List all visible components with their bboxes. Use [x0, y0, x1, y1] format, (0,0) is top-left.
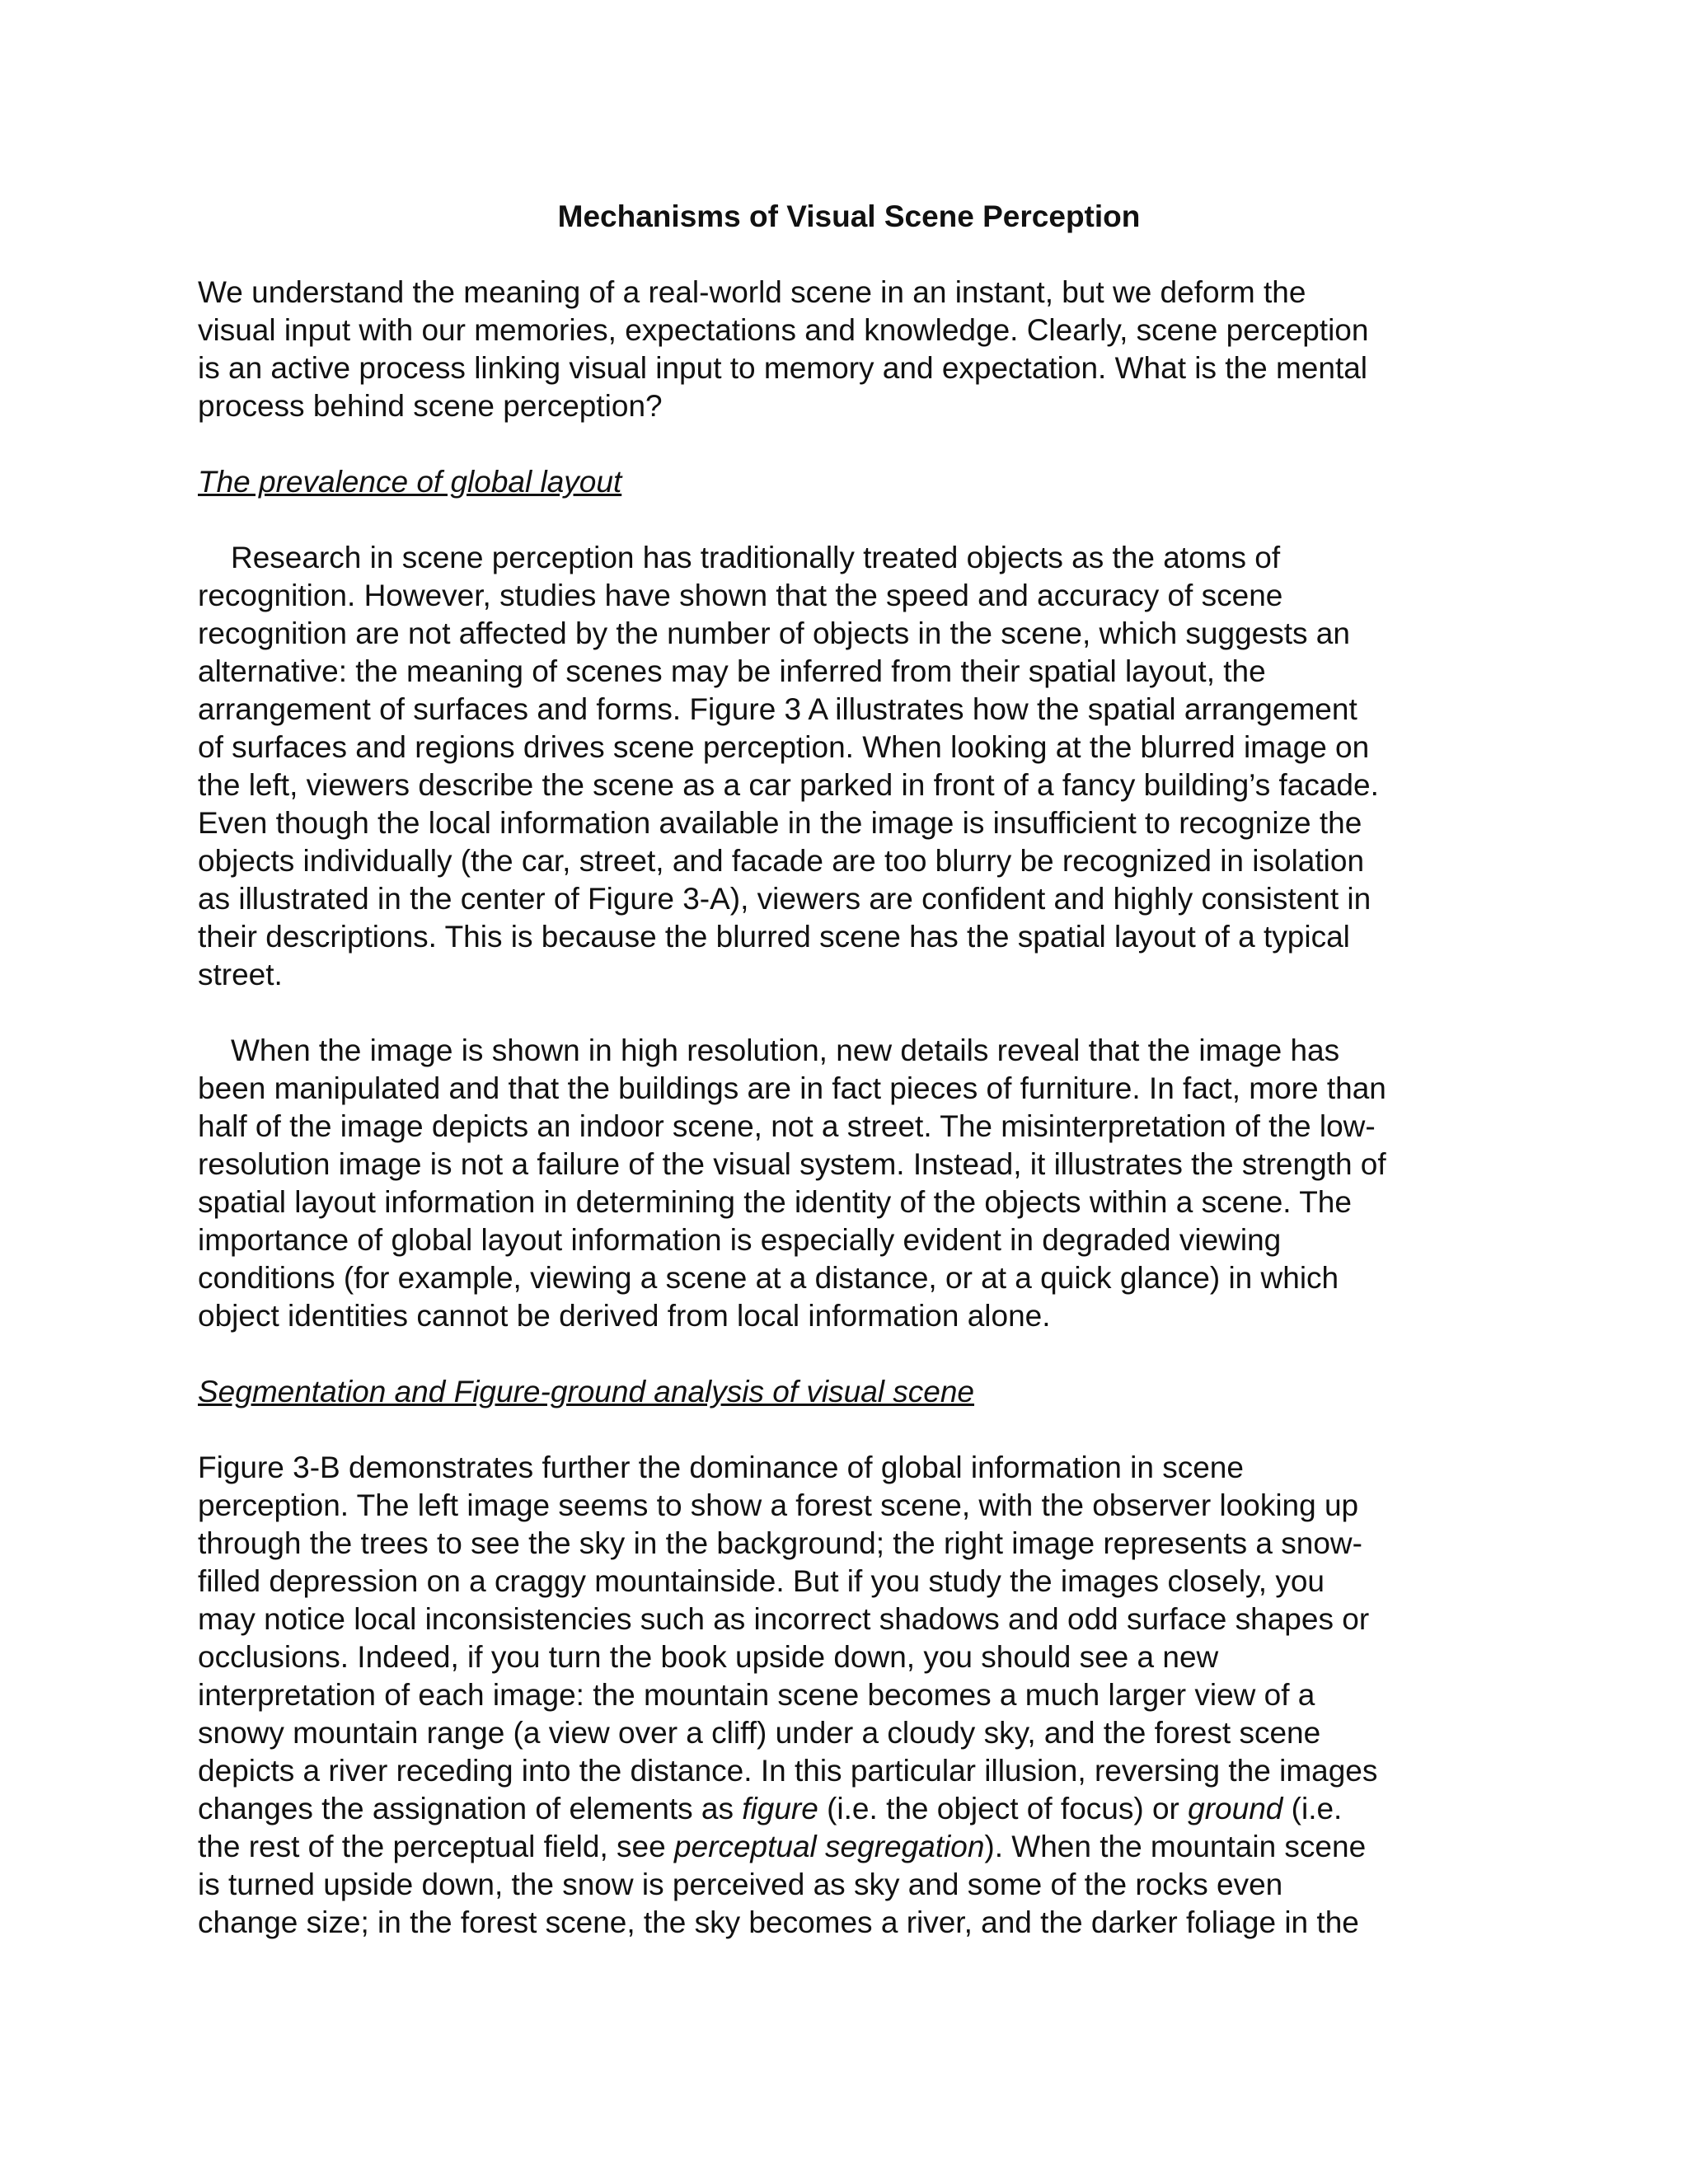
text-line: through the trees to see the sky in the background; the right image represents a snow- — [198, 1526, 1362, 1560]
text-line: recognition are not affected by the number of objects in the scene, which suggests an — [198, 616, 1350, 650]
section-heading-global-layout: The prevalence of global layout — [198, 465, 622, 499]
text-line: recognition. However, studies have shown that the speed and accuracy of scene — [198, 579, 1283, 612]
text-line: When the image is shown in high resolution, new details reveal that the image has — [231, 1033, 1340, 1067]
section1-paragraph-2 — [198, 1032, 1500, 1335]
text-line: spatial layout information in determining the identity of the objects within a scene. The — [198, 1185, 1352, 1219]
text-line: Research in scene perception has traditionally treated objects as the atoms of — [231, 541, 1281, 574]
text-line: may notice local inconsistencies such as incorrect shadows and odd surface shapes or — [198, 1602, 1370, 1636]
emphasis-ground: ground — [1188, 1792, 1283, 1825]
text-line: the left, viewers describe the scene as a car parked in front of a fancy building’s facade. — [198, 768, 1379, 802]
text-line: perception. The left image seems to show a forest scene, with the observer looking up — [198, 1488, 1359, 1522]
text-line: Figure 3-B demonstrates further the dominance of global information in scene — [198, 1451, 1244, 1484]
text-line: interpretation of each image: the mountain scene becomes a much larger view of a — [198, 1678, 1315, 1712]
text-line-figure-ground — [198, 1790, 1500, 1828]
text-line: is turned upside down, the snow is perceived as sky and some of the rocks even — [198, 1868, 1283, 1901]
document-page — [198, 198, 1500, 1980]
text-line: process behind scene perception? — [198, 389, 663, 423]
text-line: conditions (for example, viewing a scene at a distance, or at a quick glance) in which — [198, 1261, 1339, 1295]
text-line: visual input with our memories, expectations and knowledge. Clearly, scene perception — [198, 313, 1369, 347]
section-heading-segmentation: Segmentation and Figure-ground analysis of visual scene — [198, 1375, 975, 1408]
intro-paragraph — [198, 274, 1500, 425]
text-fragment: (i.e. the object of focus) or — [818, 1792, 1189, 1825]
text-line: importance of global layout information is especially evident in degraded viewing — [198, 1223, 1282, 1257]
text-line-segregation — [198, 1828, 1500, 1866]
text-line: filled depression on a craggy mountainside. But if you study the images closely, you — [198, 1564, 1325, 1598]
text-line: resolution image is not a failure of the visual system. Instead, it illustrates the strength of — [198, 1147, 1386, 1181]
text-line: depicts a river receding into the distance. In this particular illusion, reversing the images — [198, 1754, 1378, 1788]
text-line: is an active process linking visual input to memory and expectation. What is the mental — [198, 351, 1368, 385]
text-line: alternative: the meaning of scenes may be inferred from their spatial layout, the — [198, 654, 1266, 688]
text-line: occlusions. Indeed, if you turn the book upside down, you should see a new — [198, 1640, 1219, 1674]
section1-paragraph-1 — [198, 539, 1500, 994]
text-line: street. — [198, 958, 283, 991]
text-line: half of the image depicts an indoor scene, not a street. The misinterpretation of the low- — [198, 1109, 1376, 1143]
text-fragment: the rest of the perceptual field, see — [198, 1830, 674, 1863]
text-fragment: changes the assignation of elements as — [198, 1792, 743, 1825]
text-line: object identities cannot be derived from local information alone. — [198, 1299, 1051, 1333]
section2-paragraph-1 — [198, 1449, 1500, 1942]
text-line: objects individually (the car, street, and facade are too blurry be recognized in isolation — [198, 844, 1365, 878]
text-line: change size; in the forest scene, the sky becomes a river, and the darker foliage in the — [198, 1905, 1359, 1939]
text-line: their descriptions. This is because the blurred scene has the spatial layout of a typical — [198, 920, 1350, 954]
text-line: been manipulated and that the buildings are in fact pieces of furniture. In fact, more than — [198, 1071, 1386, 1105]
text-line: as illustrated in the center of Figure 3-A), viewers are confident and highly consistent in — [198, 882, 1372, 916]
text-line: of surfaces and regions drives scene perception. When looking at the blurred image on — [198, 730, 1370, 764]
document-title: Mechanisms of Visual Scene Perception — [557, 199, 1141, 233]
text-line: snowy mountain range (a view over a cliff) under a cloudy sky, and the forest scene — [198, 1716, 1321, 1750]
text-fragment: (i.e. — [1282, 1792, 1343, 1825]
text-fragment: ). When the mountain scene — [984, 1830, 1367, 1863]
text-line: We understand the meaning of a real-world scene in an instant, but we deform the — [198, 275, 1306, 309]
text-line: Even though the local information available in the image is insufficient to recognize the — [198, 806, 1362, 840]
emphasis-figure: figure — [742, 1792, 818, 1825]
text-line: arrangement of surfaces and forms. Figure 3 A illustrates how the spatial arrangement — [198, 692, 1357, 726]
emphasis-perceptual-segregation: perceptual segregation — [673, 1830, 985, 1863]
